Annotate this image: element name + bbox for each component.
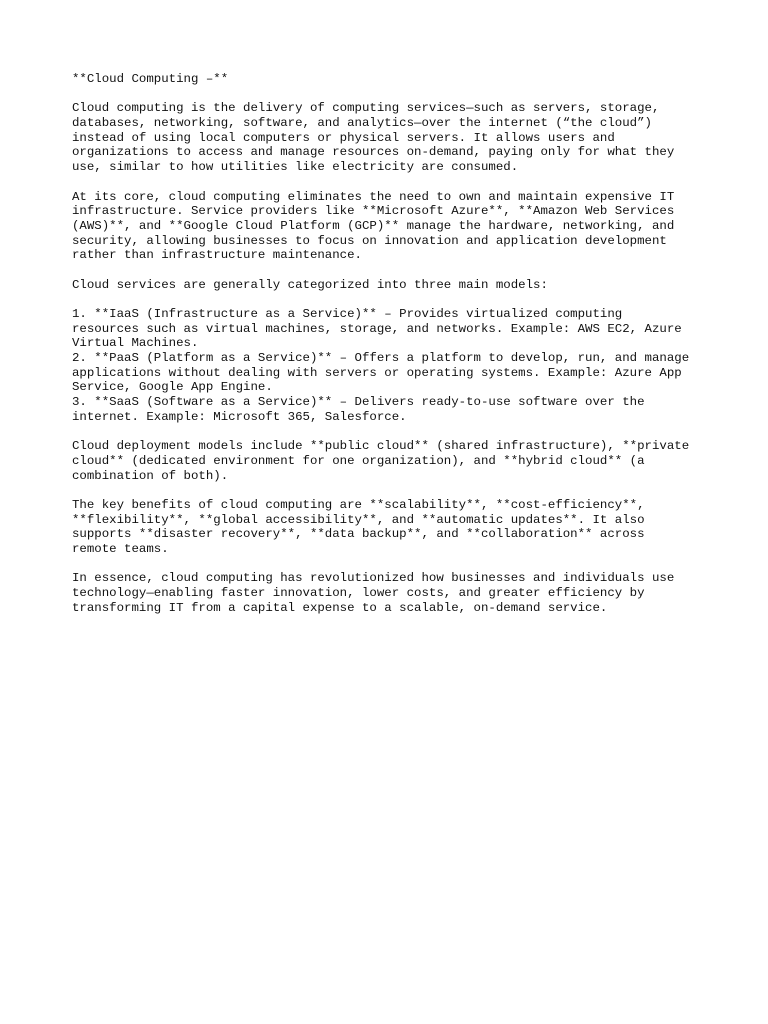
service-models-list [72, 307, 712, 425]
text-line: technology—enabling faster innovation, lower costs, and greater efficiency by [72, 586, 645, 601]
text-line: At its core, cloud computing eliminates the need to own and maintain expensive IT [72, 189, 675, 204]
text-line: combination of both). [72, 468, 229, 483]
text-line: remote teams. [72, 542, 169, 556]
title-line: **Cloud Computing –** [72, 72, 229, 86]
text-line: Service, Google App Engine. [72, 380, 273, 395]
text-line: resources such as virtual machines, storage, and networks. Example: AWS EC2, Azure [72, 321, 682, 336]
text-line: security, allowing businesses to focus on innovation and application development [72, 233, 667, 248]
text-line: databases, networking, software, and analytics—over the internet (“the cloud”) [72, 116, 652, 131]
text-line: internet. Example: Microsoft 365, Salesforce. [72, 409, 407, 424]
text-line: infrastructure. Service providers like **Microsoft Azure**, **Amazon Web Services [72, 204, 675, 219]
text-line: rather than infrastructure maintenance. [72, 248, 362, 263]
text-line: 2. **PaaS (Platform as a Service)** – Offers a platform to develop, run, and manage [72, 351, 690, 366]
text-line: use, similar to how utilities like electricity are consumed. [72, 160, 519, 175]
text-line: instead of using local computers or physical servers. It allows users and [72, 130, 615, 145]
paragraph-essence [72, 571, 712, 615]
document-title [72, 72, 712, 87]
paragraph-models-intro [72, 278, 712, 293]
text-line: cloud** (dedicated environment for one organization), and **hybrid cloud** (a [72, 453, 645, 468]
text-line: In essence, cloud computing has revolutionized how businesses and individuals use [72, 571, 675, 586]
list-item-saas [72, 395, 712, 424]
paragraph-core [72, 190, 712, 263]
text-line: The key benefits of cloud computing are **scalability**, **cost-efficiency**, [72, 497, 645, 512]
text-line: **flexibility**, **global accessibility**, and **automatic updates**. It also [72, 512, 645, 527]
text-line: Cloud computing is the delivery of computing services—such as servers, storage, [72, 101, 660, 116]
document-page [72, 72, 712, 630]
text-line: Cloud deployment models include **public cloud** (shared infrastructure), **private [72, 439, 690, 454]
text-line: transforming IT from a capital expense to a scalable, on-demand service. [72, 600, 608, 615]
list-item-paas [72, 351, 712, 395]
paragraph-deployment [72, 439, 712, 483]
paragraph-benefits [72, 498, 712, 557]
list-item-iaas [72, 307, 712, 351]
text-line: Cloud services are generally categorized into three main models: [72, 277, 548, 292]
text-line: 3. **SaaS (Software as a Service)** – Delivers ready-to-use software over the [72, 395, 645, 410]
text-line: supports **disaster recovery**, **data backup**, and **collaboration** across [72, 527, 645, 542]
text-line: applications without dealing with servers or operating systems. Example: Azure App [72, 365, 682, 380]
text-line: (AWS)**, and **Google Cloud Platform (GCP)** manage the hardware, networking, and [72, 218, 675, 233]
text-line: Virtual Machines. [72, 336, 199, 351]
text-line: 1. **IaaS (Infrastructure as a Service)** – Provides virtualized computing [72, 307, 623, 321]
text-line: organizations to access and manage resources on-demand, paying only for what they [72, 145, 675, 160]
paragraph-definition [72, 101, 712, 174]
